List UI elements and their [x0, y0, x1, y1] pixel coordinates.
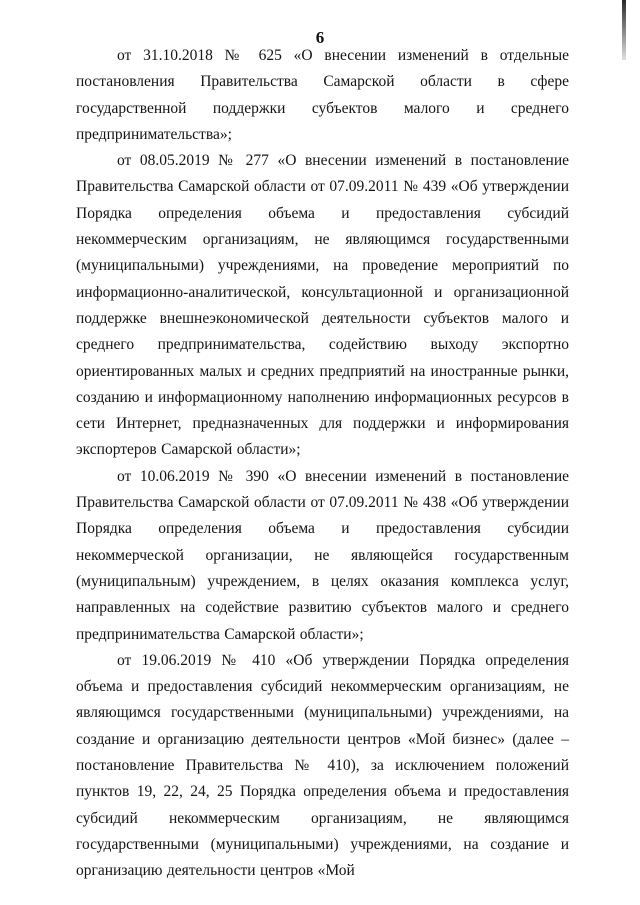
paragraph-resolution-625: от 31.10.2018 № 625 «О внесении изменений в отдельные постановления Правительства Самарской области в сфере государственной поддержки субъектов малого и среднего предпринимательства»;: [76, 47, 569, 143]
paragraph-resolution-277: от 08.05.2019 № 277 «О внесении изменений в постановление Правительства Самарской области от 07.09.2011 № 439 «Об утверждении Порядка определения объема и предоставления субсидий некоммерческим организациям, не являющимся государственными (муниципальными) учреждениями, на проведение мероприятий по информационно-аналитической, консультационной и организационной поддержке внешнеэкономической деятельности субъектов малого и среднего предпринимательства, содействию выходу экспортно ориентированных малых и средних предприятий на иностранные рынки, созданию и информационному наполнению информационных ресурсов в сети Интернет, предназначенных для поддержки и информирования экспортеров Самарской области»;: [76, 152, 569, 459]
paragraph-resolution-390: от 10.06.2019 № 390 «О внесении изменений в постановление Правительства Самарской области от 07.09.2011 № 438 «Об утверждении Порядка определения объема и предоставления субсидии некоммерческой организации, не являющейся государственным (муниципальным) учреждением, в целях оказания комплекса услуг, направленных на содействие развитию субъектов малого и среднего предпринимательства Самарской области»;: [76, 467, 569, 643]
paragraph-resolution-410: от 19.06.2019 № 410 «Об утверждении Порядка определения объема и предоставления субсидий некоммерческим организациям, не являющимся государственными (муниципальными) учреждениями, на создание и организацию деятельности центров «Мой бизнес» (далее – постановление Правительства № 410), за исключением положений пунктов 19, 22, 24, 25 Порядка определения объема и предоставления субсидий некоммерческим организациям, не являющимся государственными (муниципальными) учреждениями, на создание и организацию деятельности центров «Мой: [76, 651, 569, 880]
page-number: 6: [315, 28, 325, 47]
document-body: [76, 43, 569, 885]
